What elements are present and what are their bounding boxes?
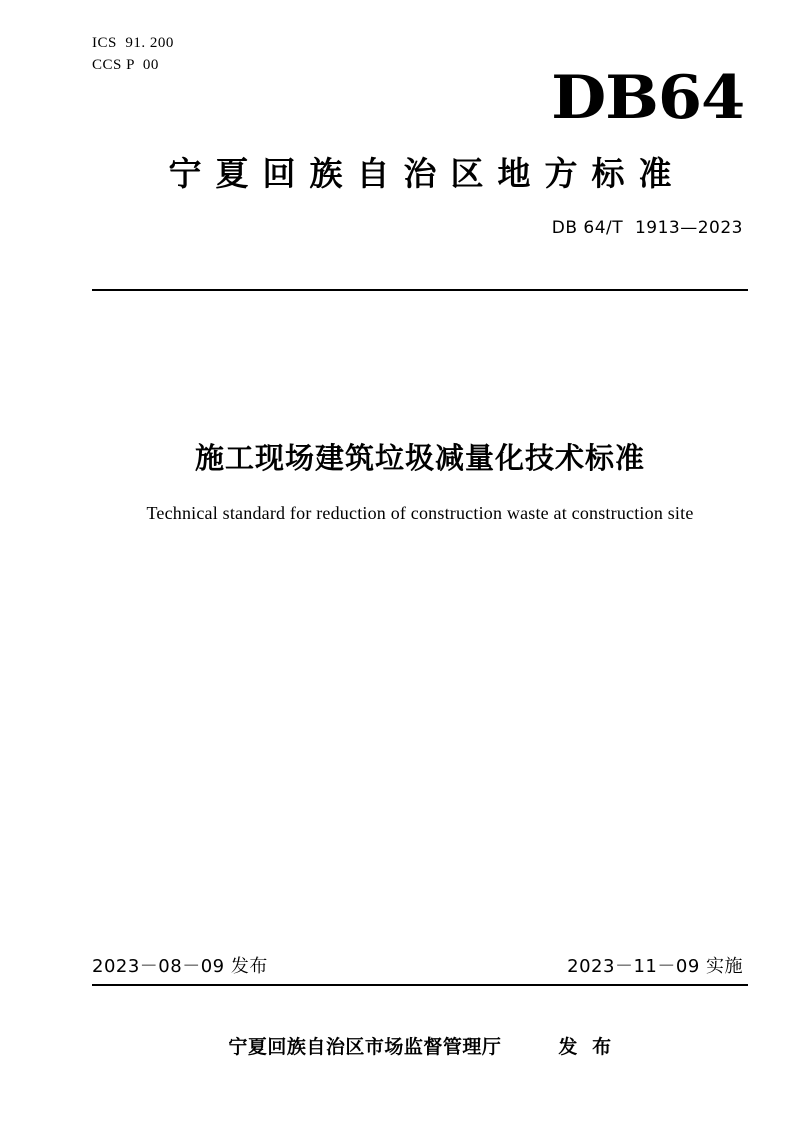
ics-code: ICS 91. 200 <box>92 35 174 51</box>
footer-divider <box>92 984 748 986</box>
standard-number: DB 64/T 1913—2023 <box>551 218 743 238</box>
header-divider <box>92 289 748 291</box>
release-date: 2023－08－09 发布 <box>92 956 268 977</box>
effective-date: 2023－11－09 实施 <box>567 956 743 977</box>
db64-logo: DB64 <box>550 63 744 133</box>
classification-codes <box>92 33 174 77</box>
standard-header: 宁夏回族自治区地方标准 <box>168 154 686 193</box>
title-english: Technical standard for reduction of construction waste at construction site <box>146 503 694 523</box>
title-chinese: 施工现场建筑垃圾减量化技术标准 <box>194 441 645 475</box>
issuing-authority: 宁夏回族自治区市场监督管理厅 发 布 <box>228 1036 612 1058</box>
ccs-code: CCS P 00 <box>92 56 159 73</box>
